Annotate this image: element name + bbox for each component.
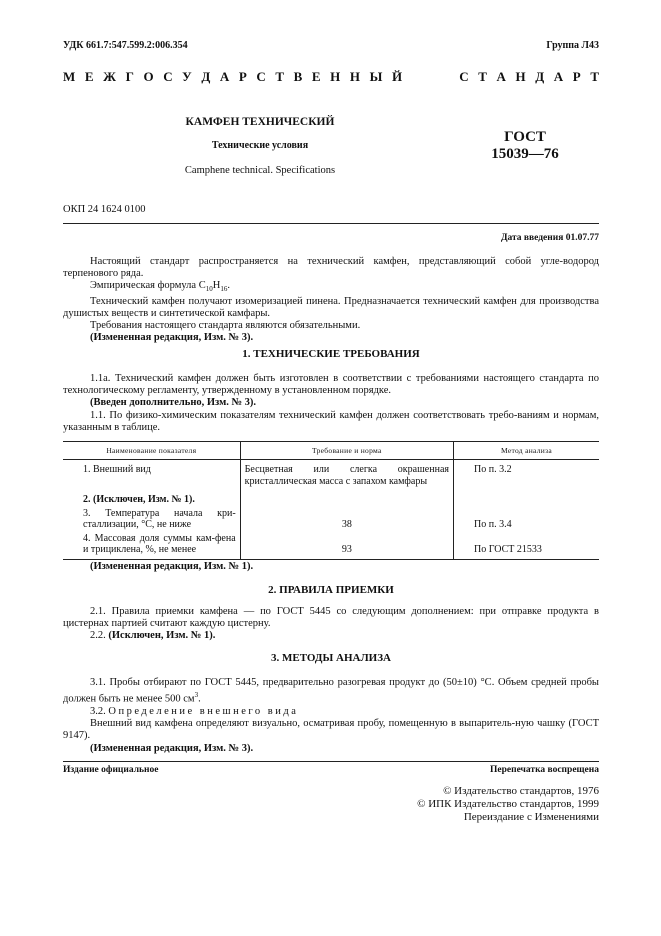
table-cell: По п. 3.4 bbox=[474, 519, 512, 530]
copyright-line: © ИПК Издательство стандартов, 1999 bbox=[417, 798, 599, 810]
table-cell: 93 bbox=[240, 532, 453, 560]
heading-letter: А bbox=[496, 69, 506, 84]
heading-letter: Е bbox=[311, 69, 321, 84]
heading-letter: А bbox=[553, 69, 564, 84]
copyright-block bbox=[417, 785, 599, 824]
section-1-paragraph: 1.1а. Технический камфен должен быть изготовлен в соответствии с требованиями настоящего стандарта по технологическому регламенту, утвержденному в установленном порядке. bbox=[63, 373, 599, 397]
heading-letter: Т bbox=[590, 69, 599, 84]
heading-letter: Р bbox=[572, 69, 581, 84]
formula-suffix: . bbox=[227, 280, 230, 292]
formula-hydrogen: H bbox=[212, 280, 221, 292]
heading-letter: Г bbox=[125, 69, 134, 84]
formula-paragraph bbox=[63, 280, 599, 295]
standard-type-heading bbox=[63, 69, 599, 85]
table-cell: 2. (Исключен, Изм. № 1). bbox=[83, 494, 195, 505]
heading-letter: С bbox=[256, 69, 266, 84]
section-3-body bbox=[63, 677, 599, 755]
document-subtitle: Технические условия bbox=[211, 140, 309, 151]
heading-letter: В bbox=[293, 69, 303, 84]
section-3-title: 3. МЕТОДЫ АНАЛИЗА bbox=[271, 652, 391, 664]
table-cell: 1. Внешний вид bbox=[83, 464, 151, 475]
amendment-note: (Исключен, Изм. № 1). bbox=[108, 630, 216, 642]
clause-number: 2.2. bbox=[90, 630, 109, 642]
english-title: Camphene technical. Specifications bbox=[184, 165, 336, 176]
formula-prefix: Эмпирическая формула C bbox=[90, 280, 206, 292]
sampling-text-end: . bbox=[198, 693, 201, 705]
table-cell: По п. 3.2 bbox=[474, 464, 512, 475]
intro-block bbox=[63, 256, 599, 345]
title-divider bbox=[63, 223, 599, 224]
amendment-note: (Введен дополнительно, Изм. № 3). bbox=[90, 397, 257, 409]
heading-letter: Д bbox=[535, 69, 545, 84]
heading-letter: Н bbox=[515, 69, 526, 84]
heading-letter: Н bbox=[330, 69, 341, 84]
sampling-text: 3.1. Пробы отбирают по ГОСТ 5445, предварительно разогревая продукт до (50±10) °С. Объем средней пробы должен быть не менее 500 см bbox=[63, 677, 599, 705]
heading-letter: Ы bbox=[369, 69, 383, 84]
table-cell: 4. Массовая доля суммы кам-фена и трициклена, %, не менее bbox=[63, 532, 240, 560]
heading-letter: Й bbox=[391, 69, 403, 84]
reprint-notice: Перепечатка воспрещена bbox=[489, 765, 599, 775]
section-3-paragraph: Внешний вид камфена определяют визуально, осматривая пробу, помещенную в выпаритель-ную чашку (ГОСТ 9147). bbox=[63, 718, 599, 742]
formula-sub-hydrogen: 16 bbox=[220, 285, 228, 294]
amendment-note: (Измененная редакция, Изм. № 3). bbox=[90, 332, 254, 344]
heading-letter: Ж bbox=[103, 69, 116, 84]
heading-word-gap bbox=[412, 69, 450, 85]
heading-letter: Т bbox=[275, 69, 285, 84]
table-row bbox=[63, 507, 599, 532]
section-2-paragraph bbox=[63, 630, 599, 642]
copyright-line: © Издательство стандартов, 1976 bbox=[443, 785, 599, 797]
footer-divider bbox=[63, 761, 599, 762]
formula-sub-carbon: 10 bbox=[205, 285, 213, 294]
udk-code: УДК 661.7:547.599.2:006.354 bbox=[63, 40, 188, 51]
gost-number: 15039—76 bbox=[491, 146, 559, 162]
table-header: Требование и норма bbox=[240, 442, 453, 460]
reissue-note: Переиздание с Изменениями bbox=[463, 811, 599, 823]
section-3-paragraph bbox=[63, 706, 599, 718]
table-row bbox=[63, 460, 599, 489]
table-cell: 38 bbox=[240, 507, 453, 532]
heading-letter: Р bbox=[238, 69, 247, 84]
table-header: Наименование показателя bbox=[63, 442, 240, 460]
section-1-title: 1. ТЕХНИЧЕСКИЕ ТРЕБОВАНИЯ bbox=[242, 348, 420, 360]
table-row bbox=[63, 532, 599, 560]
heading-letter: М bbox=[63, 69, 76, 84]
clause-number: 3.2. bbox=[90, 705, 106, 717]
cubic-superscript: 3 bbox=[194, 691, 199, 700]
section-1-paragraph: 1.1. По физико-химическим показателям технический камфен должен соответствовать требо-ваниям и нормам, указанным в таблице. bbox=[63, 409, 599, 433]
official-edition: Издание официальное bbox=[63, 765, 159, 775]
document-title: КАМФЕН ТЕХНИЧЕСКИЙ bbox=[185, 116, 335, 128]
clause-heading-spaced: Определение внешнего вида bbox=[108, 705, 299, 717]
intro-date: Дата введения 01.07.77 bbox=[500, 233, 599, 243]
table-cell: По ГОСТ 21533 bbox=[454, 532, 600, 560]
heading-letter: У bbox=[182, 69, 192, 84]
heading-letter: Н bbox=[349, 69, 361, 84]
table-header: Метод анализа bbox=[454, 442, 600, 460]
intro-paragraph: Настоящий стандарт распространяется на технический камфен, представляющий собой угле-водород терпенового ряда. bbox=[63, 256, 599, 280]
section-2-body bbox=[63, 606, 599, 643]
table-cell bbox=[454, 488, 600, 507]
section-2-title: 2. ПРАВИЛА ПРИЕМКИ bbox=[268, 584, 394, 596]
amendment-note: (Измененная редакция, Изм. № 3). bbox=[90, 742, 254, 754]
heading-letter: Т bbox=[478, 69, 487, 84]
group-code: Группа Л43 bbox=[546, 40, 599, 51]
heading-letter: О bbox=[143, 69, 154, 84]
okp-code: ОКП 24 1624 0100 bbox=[63, 204, 146, 215]
table-cell: 3. Температура начала кри-сталлизации, °С, не ниже bbox=[83, 507, 236, 530]
table-row bbox=[63, 488, 599, 507]
table-cell bbox=[240, 488, 453, 507]
amendment-note: (Измененная редакция, Изм. № 1). bbox=[90, 561, 254, 572]
heading-letter: С bbox=[163, 69, 173, 84]
intro-paragraph: Технический камфен получают изомеризацией пинена. Предназначается технический камфен для производства душистых веществ и синтетической камфары. bbox=[63, 295, 599, 319]
heading-letter: Д bbox=[201, 69, 211, 84]
table-header-row bbox=[63, 442, 599, 460]
requirements-table bbox=[63, 441, 599, 560]
heading-letter: А bbox=[219, 69, 230, 84]
heading-letter: Е bbox=[84, 69, 94, 84]
table-cell: Бесцветная или слегка окрашенная кристаллическая масса с запахом камфары bbox=[240, 460, 453, 489]
heading-letter: С bbox=[459, 69, 469, 84]
section-2-paragraph: 2.1. Правила приемки камфена — по ГОСТ 5445 со следующим дополнением: при отправке продукта в цистернах партией считают каждую цистерну. bbox=[63, 606, 599, 630]
intro-paragraph: Требования настоящего стандарта являются обязательными. bbox=[90, 320, 361, 332]
section-3-paragraph bbox=[63, 677, 599, 706]
gost-label: ГОСТ bbox=[504, 129, 546, 145]
section-1-body bbox=[63, 373, 599, 434]
